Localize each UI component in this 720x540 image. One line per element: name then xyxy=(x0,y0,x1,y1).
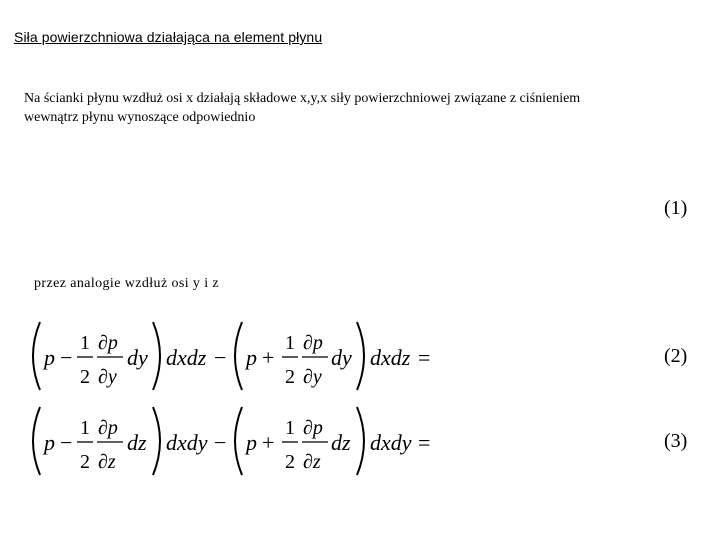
svg-text:−: − xyxy=(214,430,227,455)
svg-text:1: 1 xyxy=(80,332,90,354)
svg-text:∂z: ∂z xyxy=(303,451,321,473)
svg-text:2: 2 xyxy=(285,366,295,388)
svg-text:=: = xyxy=(418,430,431,455)
svg-text:p: p xyxy=(246,430,257,455)
svg-text:p: p xyxy=(44,430,55,455)
svg-text:+: + xyxy=(262,430,275,455)
svg-text:1: 1 xyxy=(80,417,90,439)
equation-number-3: (3) xyxy=(664,430,688,452)
svg-text:1: 1 xyxy=(285,332,295,354)
svg-text:dz: dz xyxy=(331,430,351,455)
svg-text:∂p: ∂p xyxy=(303,417,323,439)
svg-text:∂z: ∂z xyxy=(98,451,116,473)
svg-text:∂y: ∂y xyxy=(98,366,117,388)
svg-text:∂p: ∂p xyxy=(98,332,118,354)
svg-text:dy: dy xyxy=(127,345,148,370)
svg-text:−: − xyxy=(60,345,73,370)
svg-text:dz: dz xyxy=(127,430,147,455)
intro-paragraph-line-1: Na ścianki płynu wzdłuż osi x działają składowe x,y,x siły powierzchniowej związane z ciśnieniem xyxy=(24,91,581,106)
svg-text:∂p: ∂p xyxy=(98,417,118,439)
intro-paragraph xyxy=(24,89,684,127)
svg-text:=: = xyxy=(418,345,431,370)
svg-text:dxdy: dxdy xyxy=(370,430,412,455)
equation-2 xyxy=(28,318,448,394)
slide-title: Siła powierzchniowa działająca na element płynu xyxy=(14,29,323,45)
svg-text:dxdz: dxdz xyxy=(166,345,207,370)
svg-text:2: 2 xyxy=(285,451,295,473)
svg-text:dxdz: dxdz xyxy=(370,345,411,370)
svg-text:p: p xyxy=(44,345,55,370)
analogy-text: przez analogie wzdłuż osi y i z xyxy=(34,276,219,291)
equation-number-2: (2) xyxy=(664,345,688,367)
svg-text:−: − xyxy=(60,430,73,455)
svg-text:∂y: ∂y xyxy=(303,366,322,388)
equation-number-1: (1) xyxy=(664,197,688,219)
svg-text:∂p: ∂p xyxy=(303,332,323,354)
intro-paragraph-line-2: wewnątrz płynu wynoszące odpowiednio xyxy=(24,110,256,125)
svg-text:dxdy: dxdy xyxy=(166,430,208,455)
equation-2-formula xyxy=(28,318,448,394)
svg-text:p: p xyxy=(246,345,257,370)
svg-text:1: 1 xyxy=(285,417,295,439)
svg-text:dy: dy xyxy=(331,345,352,370)
equation-3-formula xyxy=(28,403,448,479)
equation-3 xyxy=(28,403,448,479)
svg-text:2: 2 xyxy=(80,366,90,388)
svg-text:2: 2 xyxy=(80,451,90,473)
svg-text:−: − xyxy=(214,345,227,370)
svg-text:+: + xyxy=(262,345,275,370)
